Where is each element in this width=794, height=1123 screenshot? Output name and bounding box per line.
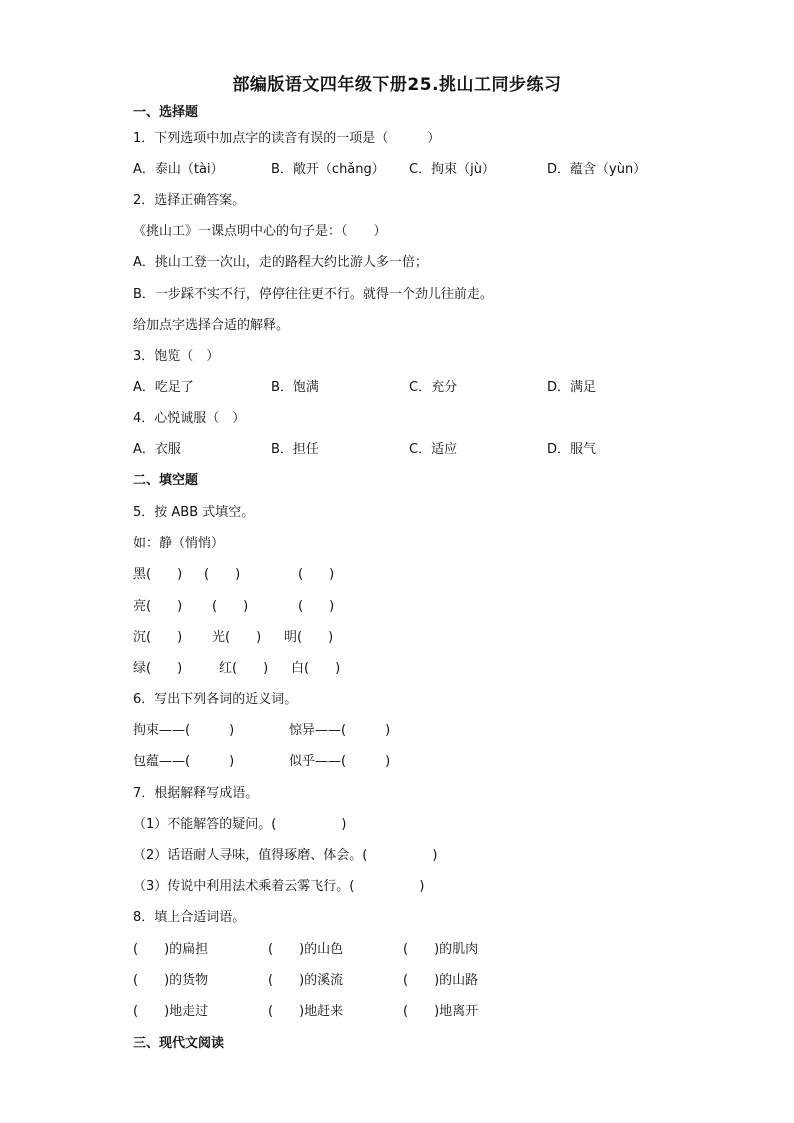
phrase-blank[interactable]: ( )地走过 [133, 1004, 209, 1019]
abb-blank[interactable]: ( ) [298, 567, 335, 582]
abb-blank[interactable]: 明( ) [284, 630, 334, 645]
abb-blank[interactable]: ( ) [298, 599, 335, 614]
option-a: A．吃足了 [133, 380, 194, 395]
option-c: C．拘束（jù） [409, 162, 495, 177]
option-b: B．敞开（chǎng） [271, 162, 385, 177]
question-2-sub2: 给加点字选择合适的解释。 [133, 318, 290, 333]
synonym-blank[interactable]: 拘束——( ) [133, 723, 235, 738]
page-title: 部编版语文四年级下册25.挑山工同步练习 [232, 75, 562, 95]
question-8-row [0, 941, 794, 959]
idiom-item[interactable]: （3）传说中利用法术乘着云雾飞行。( ) [133, 879, 425, 894]
abb-blank[interactable]: 红( ) [219, 661, 269, 676]
question-8-row [0, 972, 794, 990]
option-d: D．蕴含（yùn） [547, 162, 647, 177]
question-2-option-b: B．一步踩不实不行，停停往往更不行。就得一个劲儿往前走。 [133, 287, 493, 302]
abb-blank[interactable]: 白( ) [291, 661, 341, 676]
question-3-options [0, 379, 794, 397]
abb-blank[interactable]: 沉( ) [133, 630, 183, 645]
question-5-row [0, 598, 794, 616]
abb-blank[interactable]: 亮( ) [133, 599, 183, 614]
question-8-row [0, 1003, 794, 1021]
question-2-stem: 2．选择正确答案。 [133, 193, 246, 208]
question-6-row [0, 722, 794, 740]
phrase-blank[interactable]: ( )的溪流 [268, 973, 344, 988]
question-6-row [0, 753, 794, 771]
phrase-blank[interactable]: ( )的山路 [403, 973, 479, 988]
option-b: B．饱满 [271, 380, 319, 395]
section-heading-choice: 一、选择题 [133, 105, 199, 120]
question-5-stem: 5．按 ABB 式填空。 [133, 505, 255, 520]
phrase-blank[interactable]: ( )地赶来 [268, 1004, 344, 1019]
synonym-blank[interactable]: 似乎——( ) [289, 754, 391, 769]
question-1-stem: 1．下列选项中加点字的读音有误的一项是（ ） [133, 131, 441, 146]
phrase-blank[interactable]: ( )的货物 [133, 973, 209, 988]
option-d: D．满足 [547, 380, 597, 395]
question-5-row [0, 660, 794, 678]
synonym-blank[interactable]: 惊异——( ) [289, 723, 391, 738]
section-heading-reading: 三、现代文阅读 [133, 1036, 225, 1051]
question-2-sub1: 《挑山工》一课点明中心的句子是：（ ） [133, 224, 387, 239]
idiom-item[interactable]: （1）不能解答的疑问。( ) [133, 817, 347, 832]
question-7-stem: 7．根据解释写成语。 [133, 786, 259, 801]
phrase-blank[interactable]: ( )的扁担 [133, 942, 209, 957]
question-2-option-a: A．挑山工登一次山，走的路程大约比游人多一倍； [133, 255, 428, 270]
phrase-blank[interactable]: ( )地离开 [403, 1004, 479, 1019]
abb-blank[interactable]: ( ) [212, 599, 249, 614]
option-c: C．充分 [409, 380, 458, 395]
question-6-stem: 6．写出下列各词的近义词。 [133, 692, 298, 707]
question-3-stem: 3．饱览（ ） [133, 349, 220, 364]
option-d: D．服气 [547, 442, 597, 457]
question-5-row [0, 566, 794, 584]
question-4-stem: 4．心悦诚服（ ） [133, 411, 246, 426]
option-a: A．衣服 [133, 442, 181, 457]
question-5-row [0, 629, 794, 647]
option-a: A．泰山（tài） [133, 162, 224, 177]
question-8-stem: 8．填上合适词语。 [133, 910, 246, 925]
question-4-options [0, 441, 794, 459]
phrase-blank[interactable]: ( )的山色 [268, 942, 344, 957]
idiom-item[interactable]: （2）话语耐人寻味，值得琢磨、体会。( ) [133, 848, 438, 863]
question-5-example: 如：静（悄悄） [133, 536, 225, 551]
abb-blank[interactable]: 光( ) [212, 630, 262, 645]
option-c: C．适应 [409, 442, 458, 457]
abb-blank[interactable]: 绿( ) [133, 661, 183, 676]
synonym-blank[interactable]: 包蕴——( ) [133, 754, 235, 769]
phrase-blank[interactable]: ( )的肌肉 [403, 942, 479, 957]
option-b: B．担任 [271, 442, 319, 457]
abb-blank[interactable]: 黑( ) [133, 567, 183, 582]
question-1-options [0, 161, 794, 179]
abb-blank[interactable]: ( ) [204, 567, 241, 582]
section-heading-fill: 二、填空题 [133, 473, 199, 488]
